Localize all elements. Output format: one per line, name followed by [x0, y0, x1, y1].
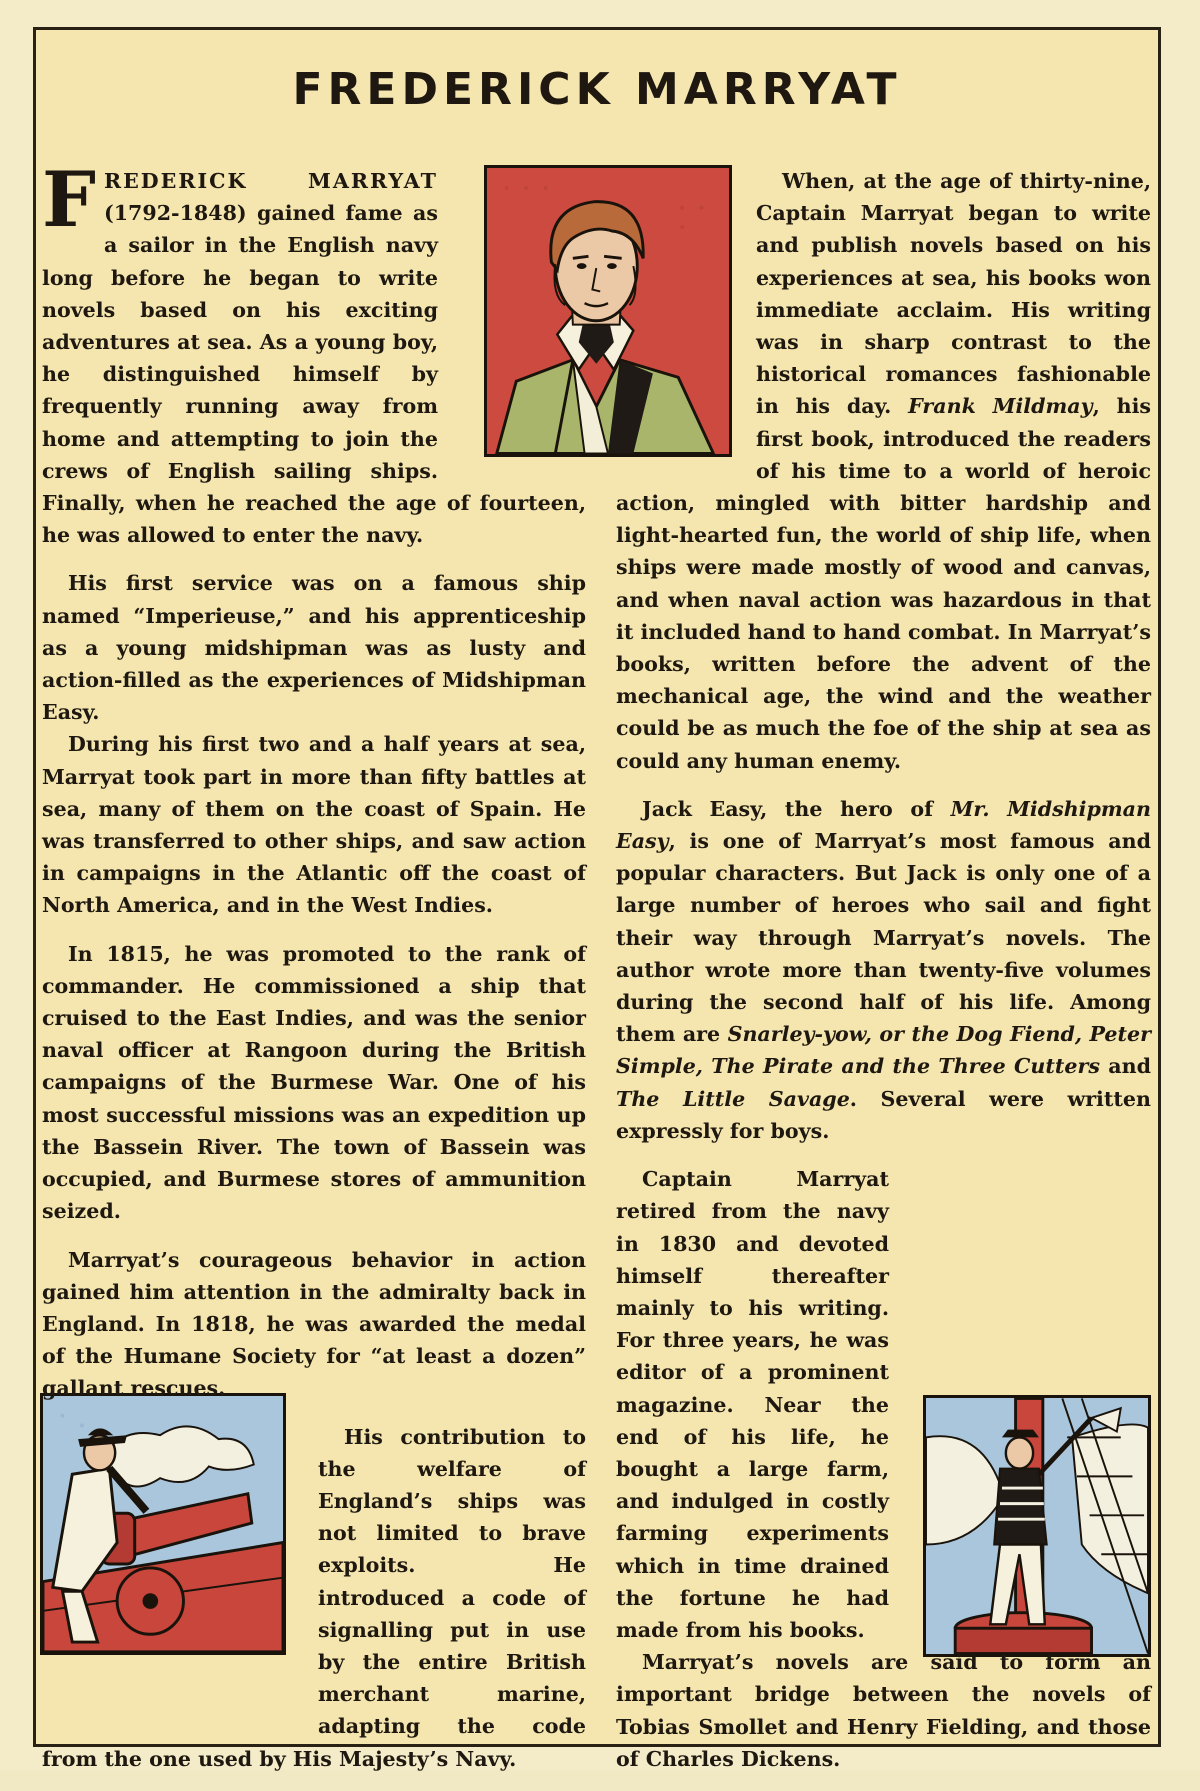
left-column: [42, 155, 586, 1791]
paragraph-first-service: His first service was on a famous ship named “Imperieuse,” and his apprenticeship as a young midshipman was as lusty and action-filled as the experiences of Midshipman Easy.: [42, 571, 586, 725]
intro-paragraph: FREDERICK MARRYAT (1792-1848) gained fame as a sailor in the English navy long before he began to write novels based on his exciting adventures at sea. As a young boy, he distinguished himself by frequently running away from home and attempting to join the crews of English sailing ships. Finally, when he reached the age of fourteen, he was allowed to enter the navy.: [42, 155, 586, 548]
mast-spacer: [903, 1303, 1151, 1603]
paragraph-novels: When, at the age of thirty-nine, Captain Marryat began to write and publish novels based on his experiences at sea, his books won immediate acclaim. His writing was in sharp contrast to the historical romances fashionable in his day. Frank Mildmay, his first book, introduced the readers of his time to a world of heroic action, mingled with bitter hardship and light-hearted fun, the world of ship life, when ships were made mostly of wood and canvas, and when naval action was hazardous in that it included hand to hand combat. In Marryat’s books, written before the advent of the mechanical age, the wind and the weather could be as much the foe of the ship at sea as could any human enemy.: [616, 169, 1151, 773]
right-column: [616, 165, 1151, 1791]
paragraph-humane-society: Marryat’s courageous behavior in action gained him attention in the admiralty back in England. In 1818, he was awarded the medal of the Humane Society for “at least a dozen” gallant rescues.: [42, 1247, 586, 1401]
article-frame: [33, 27, 1161, 1771]
book-mr-midshipman-easy: Mr. Midshipman Easy: [616, 796, 1152, 854]
lead-name: REDERICK MARRYAT: [103, 169, 438, 193]
paragraph-bridge: Marryat’s novels are said to form an important bridge between the novels of Tobias Smollet and Henry Fielding, and those of Charles Dickens.: [616, 1650, 1151, 1771]
book-frank-mildmay: Frank Mildmay: [908, 394, 1093, 419]
book-little-savage: The Little Savage: [616, 1086, 850, 1111]
paragraph-1815: In 1815, he was promoted to the rank of commander. He commissioned a ship that cruised to the East Indies, and was the senior naval officer at Rangoon during the British campaigns of the Burmese War. One of his most successful missions was an expedition up the Bassein River. The town of Bassein was occupied, and Burmese stores of ammunition seized.: [42, 941, 586, 1224]
portrait-spacer-right: [616, 165, 742, 465]
paragraph-signalling: His contribution to the welfare of England’s ships was not limited to brave exploits. He introduced a code of signalling put in use by the entire British merchant marine, adapting the code from the one used by His Majesty’s Navy.: [42, 1424, 586, 1771]
cannon-spacer: [42, 1421, 304, 1711]
portrait-spacer: [452, 165, 586, 467]
book-list: Snarley-yow, or the Dog Fiend, Peter Simple, The Pirate and the Three Cutters: [616, 1022, 1151, 1079]
paragraph-first-years: During his first two and a half years at sea, Marryat took part in more than fifty battles at sea, many of them on the coast of Spain. He was transferred to other ships, and saw action in campaigns in the Atlantic off the coast of North America, and in the West Indies.: [42, 732, 586, 918]
article-title: FREDERICK MARRYAT: [292, 64, 902, 115]
paragraph-jack-easy: Jack Easy, the hero of Mr. Midshipman Easy, is one of Marryat’s most famous and popular characters. But Jack is only one of a large number of heroes who sail and fight their way through Marryat’s novels. The author wrote more than twenty-five volumes during the second half of his life. Among them are Snarley-yow, or the Dog Fiend, Peter Simple, The Pirate and the Three Cutters and The Little Savage. Several were written expressly for boys.: [616, 796, 1152, 1143]
paragraph-retirement: Captain Marryat retired from the navy in 1830 and devoted himself thereafter mainly to his writing. For three years, he was editor of a prominent magazine. Near the end of his life, he bought a large farm, and indulged in costly farming experiments which in time drained the fortune he had made from his books.: [616, 1167, 889, 1642]
drop-cap: F: [42, 155, 96, 244]
